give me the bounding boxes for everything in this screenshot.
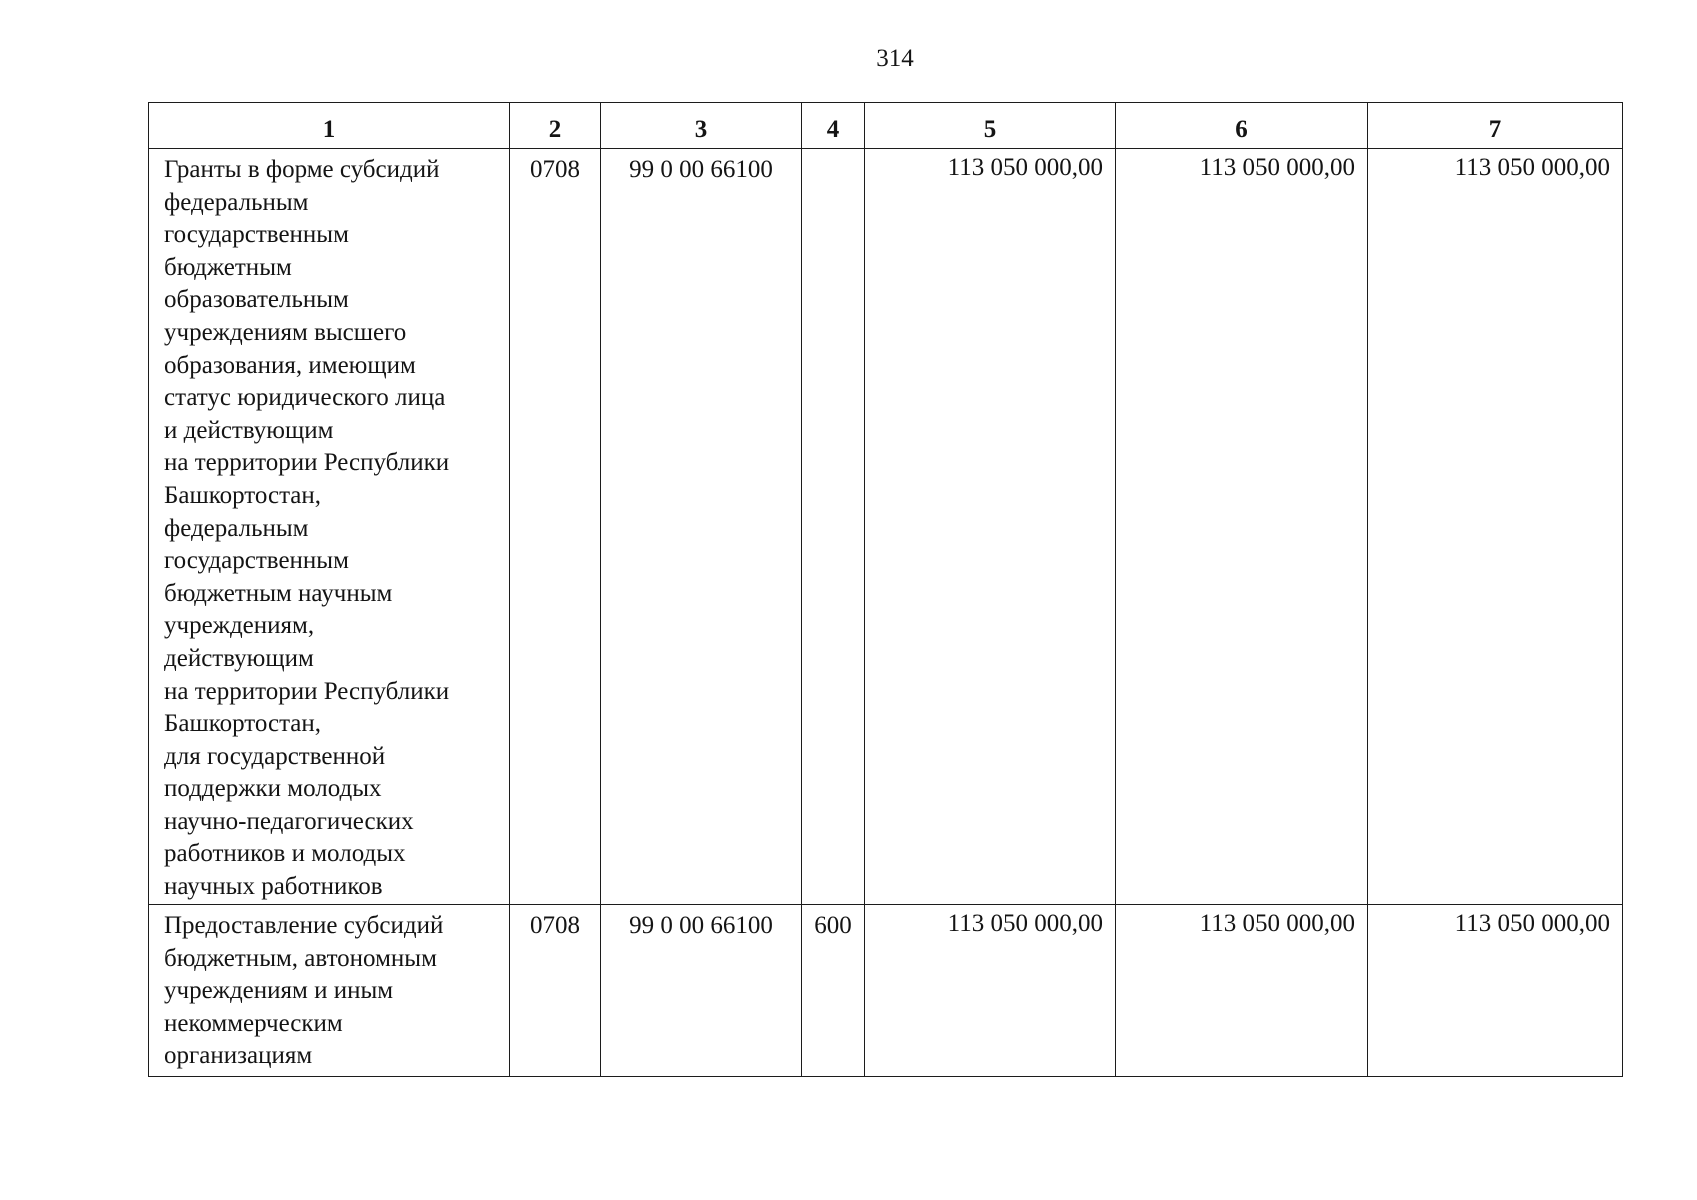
name-line: поддержки молодых bbox=[164, 775, 382, 803]
name-line: Башкортостан, bbox=[164, 481, 322, 509]
name-line: научно-педагогических bbox=[164, 807, 414, 835]
row-2-section-cell: 0708 bbox=[510, 905, 601, 1077]
row-1-target-article-cell: 99 0 00 66100 bbox=[601, 149, 802, 905]
name-line: научных работников bbox=[164, 873, 383, 901]
name-line: бюджетным bbox=[164, 253, 292, 281]
name-line: бюджетным научным bbox=[164, 579, 393, 607]
name-line: работников и молодых bbox=[164, 840, 406, 868]
name-line: действующим bbox=[164, 644, 314, 672]
name-line: Башкортостан, bbox=[164, 710, 322, 738]
table-row bbox=[149, 149, 1623, 905]
name-line: учреждениям, bbox=[164, 612, 315, 640]
table-row bbox=[149, 905, 1623, 1077]
row-2-target-article-cell: 99 0 00 66100 bbox=[601, 905, 802, 1077]
name-line: и действующим bbox=[164, 416, 334, 444]
name-line: учреждениям высшего bbox=[164, 318, 407, 346]
row-1-name-cell bbox=[149, 149, 510, 905]
name-line: государственным bbox=[164, 221, 349, 249]
name-line: на территории Республики bbox=[164, 677, 450, 705]
name-line: учреждениям и иным bbox=[164, 977, 394, 1005]
column-header-6: 6 bbox=[1116, 103, 1368, 149]
name-line: образования, имеющим bbox=[164, 351, 416, 379]
name-line: образовательным bbox=[164, 286, 349, 314]
row-1-amount-col7-cell: 113 050 000,00 bbox=[1368, 149, 1623, 905]
row-2-amount-col5-cell: 113 050 000,00 bbox=[865, 905, 1116, 1077]
table-header-row bbox=[149, 103, 1623, 149]
column-header-3: 3 bbox=[601, 103, 802, 149]
page-number: 314 bbox=[876, 45, 914, 72]
name-line: статус юридического лица bbox=[164, 384, 446, 412]
name-line: федеральным bbox=[164, 514, 309, 542]
name-line: организациям bbox=[164, 1042, 313, 1070]
name-line: на территории Республики bbox=[164, 449, 450, 477]
name-line: для государственной bbox=[164, 742, 386, 770]
row-2-amount-col6-cell: 113 050 000,00 bbox=[1116, 905, 1368, 1077]
column-header-5: 5 bbox=[865, 103, 1116, 149]
row-1-amount-col5-cell: 113 050 000,00 bbox=[865, 149, 1116, 905]
column-header-7: 7 bbox=[1368, 103, 1623, 149]
name-line: Предоставление субсидий bbox=[164, 912, 444, 939]
column-header-4: 4 bbox=[802, 103, 865, 149]
row-1-section-cell: 0708 bbox=[510, 149, 601, 905]
row-1-expense-type-cell bbox=[802, 149, 865, 905]
name-line: бюджетным, автономным bbox=[164, 944, 437, 972]
row-2-amount-col7-cell: 113 050 000,00 bbox=[1368, 905, 1623, 1077]
budget-table bbox=[148, 102, 1623, 1077]
column-header-2: 2 bbox=[510, 103, 601, 149]
name-line: Гранты в форме субсидий bbox=[164, 156, 440, 183]
column-header-1: 1 bbox=[149, 103, 510, 149]
row-2-expense-type-cell: 600 bbox=[802, 905, 865, 1077]
name-line: некоммерческим bbox=[164, 1009, 343, 1037]
row-2-name-cell bbox=[149, 905, 510, 1077]
name-line: государственным bbox=[164, 547, 349, 575]
row-1-amount-col6-cell: 113 050 000,00 bbox=[1116, 149, 1368, 905]
name-line: федеральным bbox=[164, 188, 309, 216]
